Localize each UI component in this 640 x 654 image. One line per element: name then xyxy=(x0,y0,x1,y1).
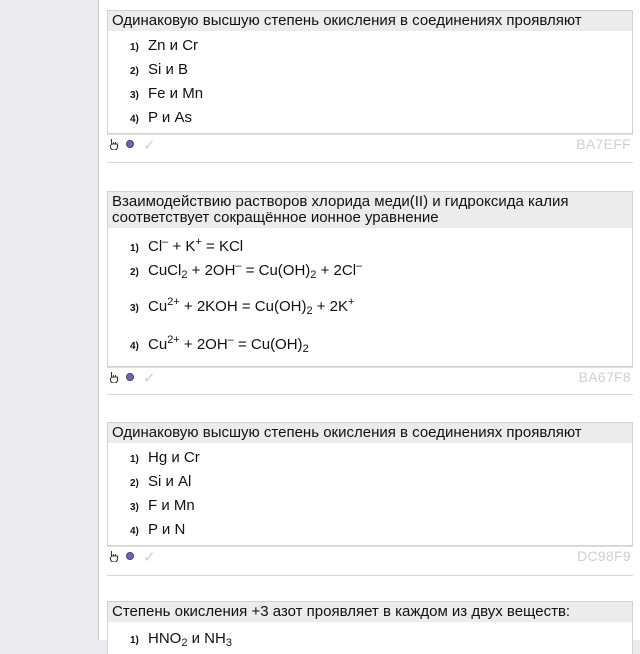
answer-number: 4) xyxy=(130,526,139,537)
page-content xyxy=(98,0,640,649)
answer-number: 2) xyxy=(130,267,139,278)
separator xyxy=(107,162,633,163)
separator xyxy=(107,575,633,576)
answer-text: Fe и Mn xyxy=(148,85,204,102)
answer-number: 1) xyxy=(130,635,139,646)
answer-option-1[interactable] xyxy=(108,449,632,473)
answer-text: $HNO_2$ и $NH_3$ xyxy=(148,630,232,649)
question-text: Одинаковую высшую степень окисления в соединениях проявляют xyxy=(108,423,632,443)
answer-number: 1) xyxy=(130,454,139,465)
answer-option-4[interactable] xyxy=(108,336,632,366)
hand-pointer-icon[interactable] xyxy=(108,550,119,562)
gear-icon[interactable] xyxy=(126,140,134,148)
answer-text: Si и Al xyxy=(148,473,192,490)
separator xyxy=(107,394,633,395)
question-text: Степень окисления +3 азот проявляет в каждом из двух веществ: xyxy=(108,602,632,622)
answer-option-3[interactable] xyxy=(108,85,632,109)
answer-text: Si и B xyxy=(148,61,189,78)
answer-option-2[interactable] xyxy=(108,473,632,497)
question-box xyxy=(107,10,633,134)
answer-text: F и Mn xyxy=(148,497,195,514)
answer-number: 3) xyxy=(130,502,139,513)
checkmark-icon[interactable]: ✓ xyxy=(143,137,156,154)
question-toolbar xyxy=(107,546,633,565)
answer-text: CuCl$_2$ + $2OH^- = Cu(OH)_2 + 2Cl^-$ xyxy=(148,260,363,281)
task-code: BA7EFF xyxy=(576,136,631,152)
answer-text: $Cu^{2+} + 2KOH = Cu(OH)_2 + 2K^+$ xyxy=(148,296,355,317)
answer-number: 3) xyxy=(130,303,139,314)
answer-number: 2) xyxy=(130,66,139,77)
question-block-1 xyxy=(107,10,633,153)
answer-number: 2) xyxy=(130,478,139,489)
answer-text: P и N xyxy=(148,521,186,538)
gear-icon[interactable] xyxy=(126,552,134,560)
answer-text: Cl– + K+ = KCl xyxy=(148,236,244,255)
question-block-4 xyxy=(107,601,633,654)
answer-text: $Cu^{2+} + 2OH^- = Cu(OH)_2$ xyxy=(148,334,309,355)
answer-option-4[interactable] xyxy=(108,521,632,545)
answer-number: 4) xyxy=(130,114,139,125)
task-code: BA67F8 xyxy=(578,369,631,385)
answer-option-1[interactable] xyxy=(108,37,632,61)
answer-text: Zn и Cr xyxy=(148,37,199,54)
question-box xyxy=(107,422,633,546)
question-text: Одинаковую высшую степень окисления в соединениях проявляют xyxy=(108,11,632,31)
answer-option-1[interactable] xyxy=(108,238,632,262)
question-block-3 xyxy=(107,422,633,565)
question-toolbar xyxy=(107,367,633,386)
question-box xyxy=(107,601,633,654)
answer-number: 1) xyxy=(130,42,139,53)
answer-option-4[interactable] xyxy=(108,109,632,133)
question-toolbar xyxy=(107,134,633,153)
answer-option-1[interactable] xyxy=(108,630,632,654)
hand-pointer-icon[interactable] xyxy=(108,138,119,150)
answer-number: 3) xyxy=(130,90,139,101)
question-block-2 xyxy=(107,191,633,386)
answer-option-3[interactable] xyxy=(108,298,632,336)
question-text: Взаимодействию растворов хлорида меди(II) и гидроксида калия соответствует сокращённое ионное уравнение xyxy=(108,192,632,228)
answer-option-2[interactable] xyxy=(108,61,632,85)
answer-number: 4) xyxy=(130,341,139,352)
hand-pointer-icon[interactable] xyxy=(108,371,119,383)
checkmark-icon[interactable]: ✓ xyxy=(143,370,156,387)
gear-icon[interactable] xyxy=(126,373,134,381)
checkmark-icon[interactable]: ✓ xyxy=(143,549,156,566)
answer-text: Hg и Cr xyxy=(148,449,200,466)
answer-number: 1) xyxy=(130,243,139,254)
task-code: DC98F9 xyxy=(577,548,631,564)
answer-option-2[interactable] xyxy=(108,262,632,298)
answer-option-3[interactable] xyxy=(108,497,632,521)
question-box xyxy=(107,191,633,367)
answer-text: P и As xyxy=(148,109,192,126)
